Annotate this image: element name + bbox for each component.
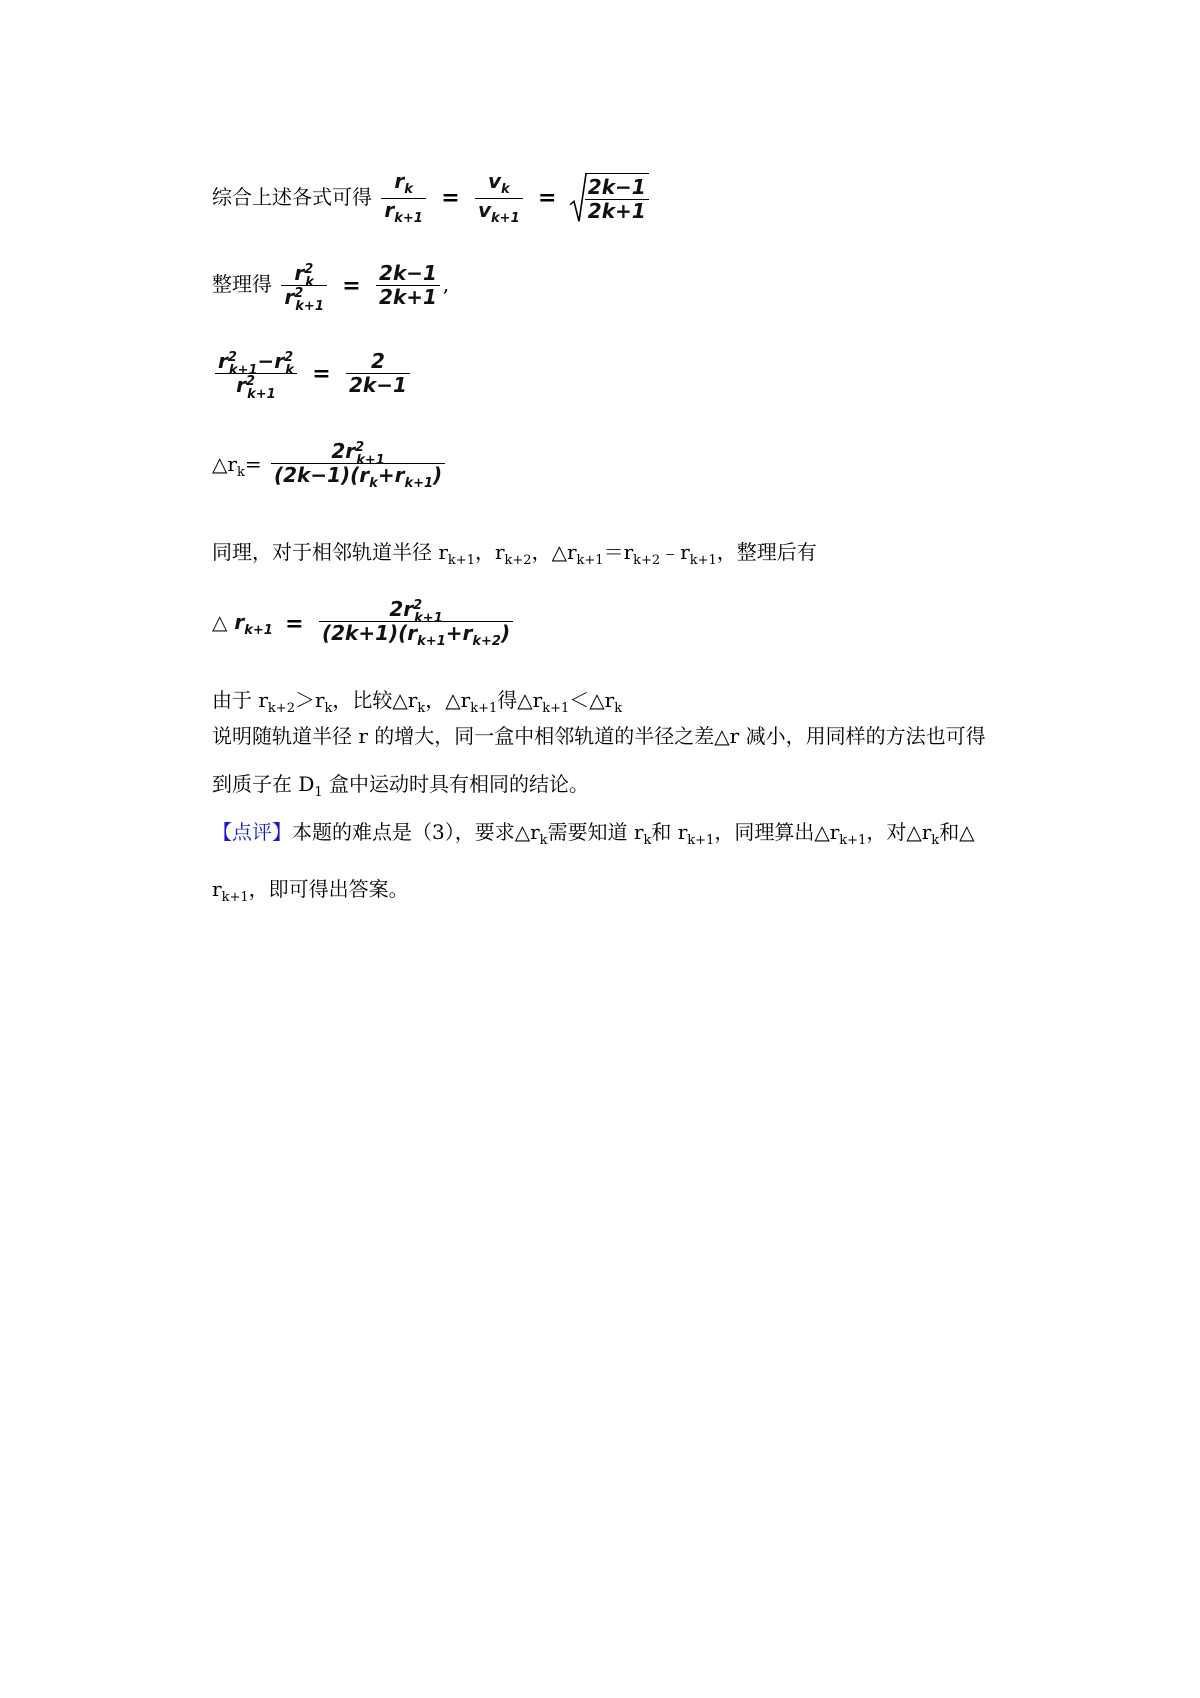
equals-sign: = [537, 185, 557, 212]
delta-rk-label: $\triangle r_k=$ [212, 452, 262, 481]
equation-delta-rk1 [212, 598, 516, 650]
comma: , [442, 272, 450, 296]
delta-rk1-label: △ $r_{k+1}$ [212, 609, 273, 638]
equals-sign: = [342, 272, 361, 299]
equation-ratio [212, 170, 649, 227]
fraction-2k-1-over-2k1: $\frac{2k-1}{2k+1}$ [376, 262, 440, 309]
equation-ratio-prefix: 综合上述各式可得 [212, 184, 372, 209]
comment-line-2: $r_{k+1}$，即可得出答案。 [212, 877, 409, 905]
radical-sign-icon [569, 173, 587, 223]
fraction-delta-rk: $\frac{2r^2_{k+1}}{(2k-1)(r_k+r_{k+1})}$ [271, 440, 445, 492]
fraction-2-over-2k-1: $\frac{2}{2k-1}$ [346, 350, 410, 397]
paragraph-same-reasoning: 同理，对于相邻轨道半径 $r_{k+1}$，$r_{k+2}$，$\triangle r_{k+1}=r_{k+2}﹣r_{k+1}$，整理后有 [212, 540, 817, 568]
paragraph-comment [212, 808, 1032, 922]
paragraph-comparison: 由于 $r_{k+2}>r_k$，比较$\triangle r_k$，$\triangle r_{k+1}$得$\triangle r_{k+1}<\triangle r_k$ [212, 688, 623, 716]
conclusion-line-1: 说明随轨道半径 r 的增大，同一盒中相邻轨道的半径之差△r 减小，用同样的方法也可得 [212, 724, 986, 748]
fraction-rk-over-rk1: $\frac{r_k}{r_{k+1}}$ [381, 170, 425, 227]
equals-sign: = [441, 185, 460, 212]
equals-sign: = [285, 610, 304, 637]
fraction-vk-over-vk1: $\frac{v_k}{v_{k+1}}$ [475, 170, 523, 227]
comment-line-1: 【点评】本题的难点是（3），要求$\triangle r_k$需要知道 $r_k$和 $r_{k+1}$，同理算出$\triangle r_{k+1}$，对$\triangle r_k$和△ [212, 820, 975, 848]
paragraph-conclusion [212, 712, 1032, 817]
fraction-difference: $\frac{r^2_{k+1}-r^2_k}{r^2_{k+1}}$ [215, 350, 297, 397]
fraction-delta-rk1: $\frac{2r^2_{k+1}}{(2k+1)(r_{k+1}+r_{k+2})}$ [319, 598, 513, 650]
square-root: $\frac{2k-1}{2k+1}$ [569, 173, 649, 223]
fraction-rk2-over-rk12: $\frac{r^2_k}{r^2_{k+1}}$ [281, 262, 327, 309]
equation-squared-prefix: 整理得 [212, 272, 272, 296]
equation-delta-rk [212, 440, 448, 492]
equation-squared-ratio [212, 261, 450, 314]
conclusion-line-2: 到质子在 $D_1$ 盒中运动时具有相同的结论。 [212, 772, 590, 800]
equals-sign: = [312, 360, 331, 387]
comment-tag: 【点评】 [212, 820, 292, 844]
equation-difference-ratio [212, 349, 413, 402]
